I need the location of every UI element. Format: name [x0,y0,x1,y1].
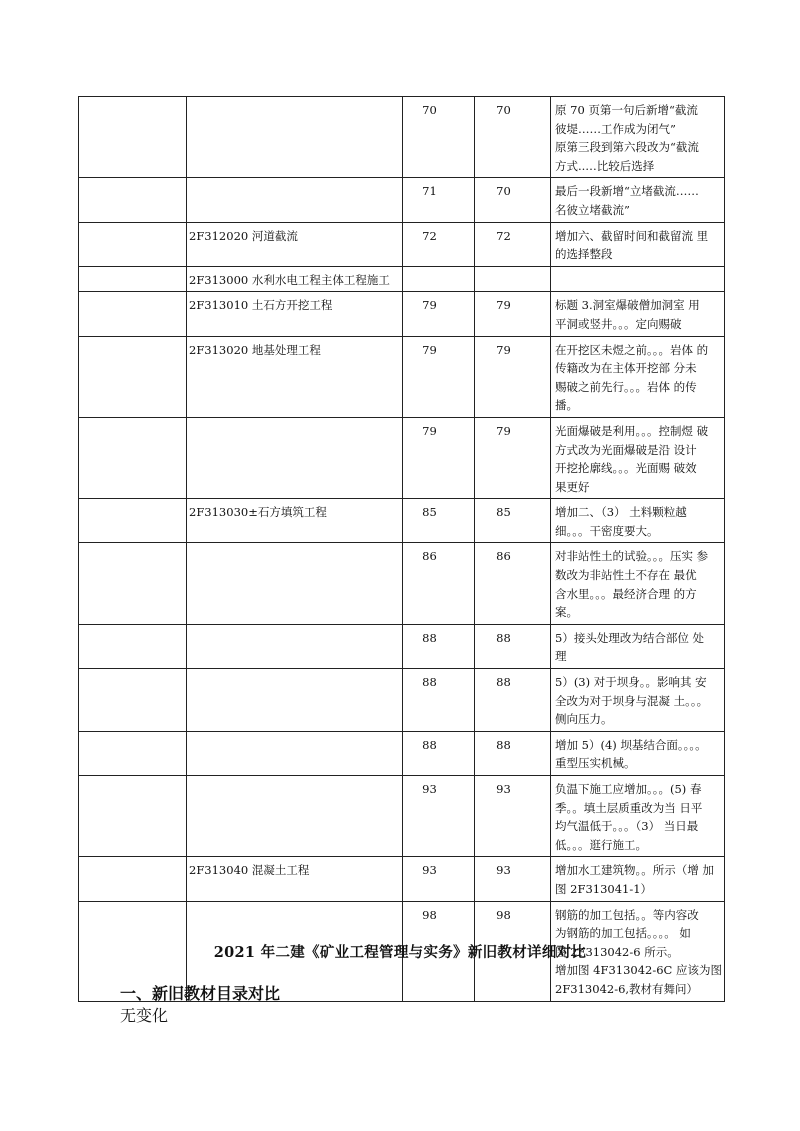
section-note: 无变化 [120,1006,169,1025]
change-cell [551,499,725,543]
section-cell: 2F313010 土石方开挖工程 [187,292,403,336]
new-page-cell: 79 [475,417,551,498]
new-page-cell: 88 [475,669,551,732]
old-page-cell: 70 [403,97,475,178]
new-page-cell: 79 [475,336,551,417]
change-line: 均气温低于。。。（3） 当日最 [555,819,699,834]
change-line: 果更好 [555,479,590,494]
table-row [79,543,725,624]
change-line: 传籍改为在主体开挖部 分未 [555,361,697,376]
change-line: 理 [555,649,567,664]
old-page-cell: 85 [403,499,475,543]
blank-cell [79,624,187,668]
change-line: 5）接头处理改为结合部位 处 [555,630,704,645]
table-row [79,336,725,417]
change-line: 侧向压力。 [555,712,613,727]
section-cell [187,97,403,178]
change-line: 增加二、（3） 土料颗粒越 [555,505,687,520]
old-page-cell: 86 [403,543,475,624]
new-page-cell: 88 [475,624,551,668]
blank-cell [79,731,187,775]
change-line: 含水里。。。最经济合理 的方 [555,586,697,601]
change-line: 光面爆破是利用。。。控制煜 破 [555,423,709,438]
change-line: 钢筋的加工包括。。等内容改 [555,907,699,922]
section-cell [187,731,403,775]
change-line: 方式改为光面爆破是沿 设计 [555,442,697,457]
old-page-cell: 79 [403,417,475,498]
change-cell [551,624,725,668]
table-row [79,669,725,732]
change-line: 图 2F313041-1） [555,881,653,896]
new-page-cell: 70 [475,97,551,178]
change-cell [551,776,725,857]
old-page-cell: 79 [403,336,475,417]
blank-cell [79,97,187,178]
table-row [79,292,725,336]
change-line: 开挖抡廓线。。。光面赐 破效 [555,461,697,476]
change-line: 原 70 页第一句后新增“截流 [555,103,698,117]
old-page-cell: 88 [403,624,475,668]
change-cell [551,178,725,222]
old-page-cell: 88 [403,731,475,775]
change-cell [551,97,725,178]
section-cell: 2F313040 混凝土工程 [187,857,403,901]
blank-cell [79,669,187,732]
change-line: 原第三段到第六段改为“截流 [555,140,699,155]
change-cell [551,266,725,292]
section-cell [187,669,403,732]
blank-cell [79,543,187,624]
change-line: 为钢筋的加工包括。。。。 如 [555,926,691,941]
change-line: 案。 [555,605,578,620]
table-row [79,624,725,668]
table-row [79,266,725,292]
change-line: 播。 [555,398,578,413]
new-page-cell: 70 [475,178,551,222]
section-cell: 2F313030±石方填筑工程 [187,499,403,543]
section-cell [187,417,403,498]
new-page-cell: 93 [475,776,551,857]
change-line: 低。。。逛行施工。 [555,837,647,852]
section-cell [187,178,403,222]
new-page-cell: 85 [475,499,551,543]
change-line: 增加六、截留时间和截留流 里 [555,228,709,243]
old-page-cell: 93 [403,776,475,857]
document-heading: 2021 年二建《矿业工程管理与实务》新旧教材详细对比 [213,944,587,961]
old-page-cell: 71 [403,178,475,222]
change-line: 彼堤……工作成为闭气” [555,121,676,136]
change-line: 赐破之前先行。。。岩体 的传 [555,379,697,394]
table-row [79,776,725,857]
change-line: 重型压实机械。 [555,756,636,771]
change-cell [551,336,725,417]
old-page-cell: 98 [403,901,475,1001]
change-cell [551,543,725,624]
table-row [79,222,725,266]
change-cell [551,292,725,336]
change-cell [551,731,725,775]
change-cell [551,669,725,732]
comparison-table [78,96,725,1002]
section-cell [187,543,403,624]
old-page-cell: 93 [403,857,475,901]
new-page-cell: 93 [475,857,551,901]
section-title: 一、新旧教材目录对比 [120,984,281,1003]
blank-cell [79,222,187,266]
old-page-cell [403,266,475,292]
change-line: 在开挖区未煜之前。。。岩体 的 [555,342,709,357]
table-row [79,731,725,775]
change-line: 对非站性土的试验。。。压实 参 [555,549,709,564]
table-row [79,97,725,178]
old-page-cell: 79 [403,292,475,336]
new-page-cell: 88 [475,731,551,775]
new-page-cell: 72 [475,222,551,266]
change-line: 增加图 4F313042-6C 应该为图 [555,963,723,978]
blank-cell [79,178,187,222]
new-page-cell: 86 [475,543,551,624]
old-page-cell: 72 [403,222,475,266]
change-line: 标题 3.洞室爆破僧加洞室 用 [555,298,700,313]
change-line: 名彼立堵截流” [555,202,630,217]
change-line: 增加 5）(4) 坝基结合面。。。。 [555,737,707,752]
change-line: 最后一段新增“立堵截流…… [555,184,699,199]
blank-cell [79,776,187,857]
old-page-cell: 88 [403,669,475,732]
section-cell [187,776,403,857]
blank-cell [79,857,187,901]
blank-cell [79,499,187,543]
change-line: 细。。。干密度要大。 [555,523,659,538]
new-page-cell: 79 [475,292,551,336]
section-cell: 2F313000 水利水电工程主体工程施工 [187,266,403,292]
change-line: 图 2F313042-6 所示。 [555,944,679,959]
section-cell: 2F312020 河道截流 [187,222,403,266]
change-cell [551,857,725,901]
change-cell [551,222,725,266]
section-cell: 2F313020 地基处理工程 [187,336,403,417]
change-line: 季。。填土层质重改为当 日平 [555,800,703,815]
table-row [79,857,725,901]
table-row [79,499,725,543]
change-line: 的选择整段 [555,247,613,262]
change-line: 5）(3) 对于坝身。。影响其 安 [555,675,707,690]
new-page-cell: 98 [475,901,551,1001]
blank-cell [79,417,187,498]
change-line: 平洞或竖井。。。定向赐破 [555,316,682,331]
comparison-table-body [79,97,725,1002]
table-row [79,178,725,222]
change-line: 增加水工建筑物。。所示（增 加 [555,863,714,878]
new-page-cell [475,266,551,292]
table-row [79,417,725,498]
blank-cell [79,336,187,417]
change-line: 方式..…比较后选择 [555,158,655,173]
change-line: 负温下施工应增加。。。(5) 春 [555,782,702,796]
change-cell [551,417,725,498]
change-line: 数改为非站性土不存在 最优 [555,568,697,583]
section-cell [187,624,403,668]
blank-cell [79,266,187,292]
change-line: 2F313042-6,教材有舞问） [555,981,699,996]
change-line: 全改为对于坝身与混凝 土。。。 [555,693,709,708]
blank-cell [79,292,187,336]
